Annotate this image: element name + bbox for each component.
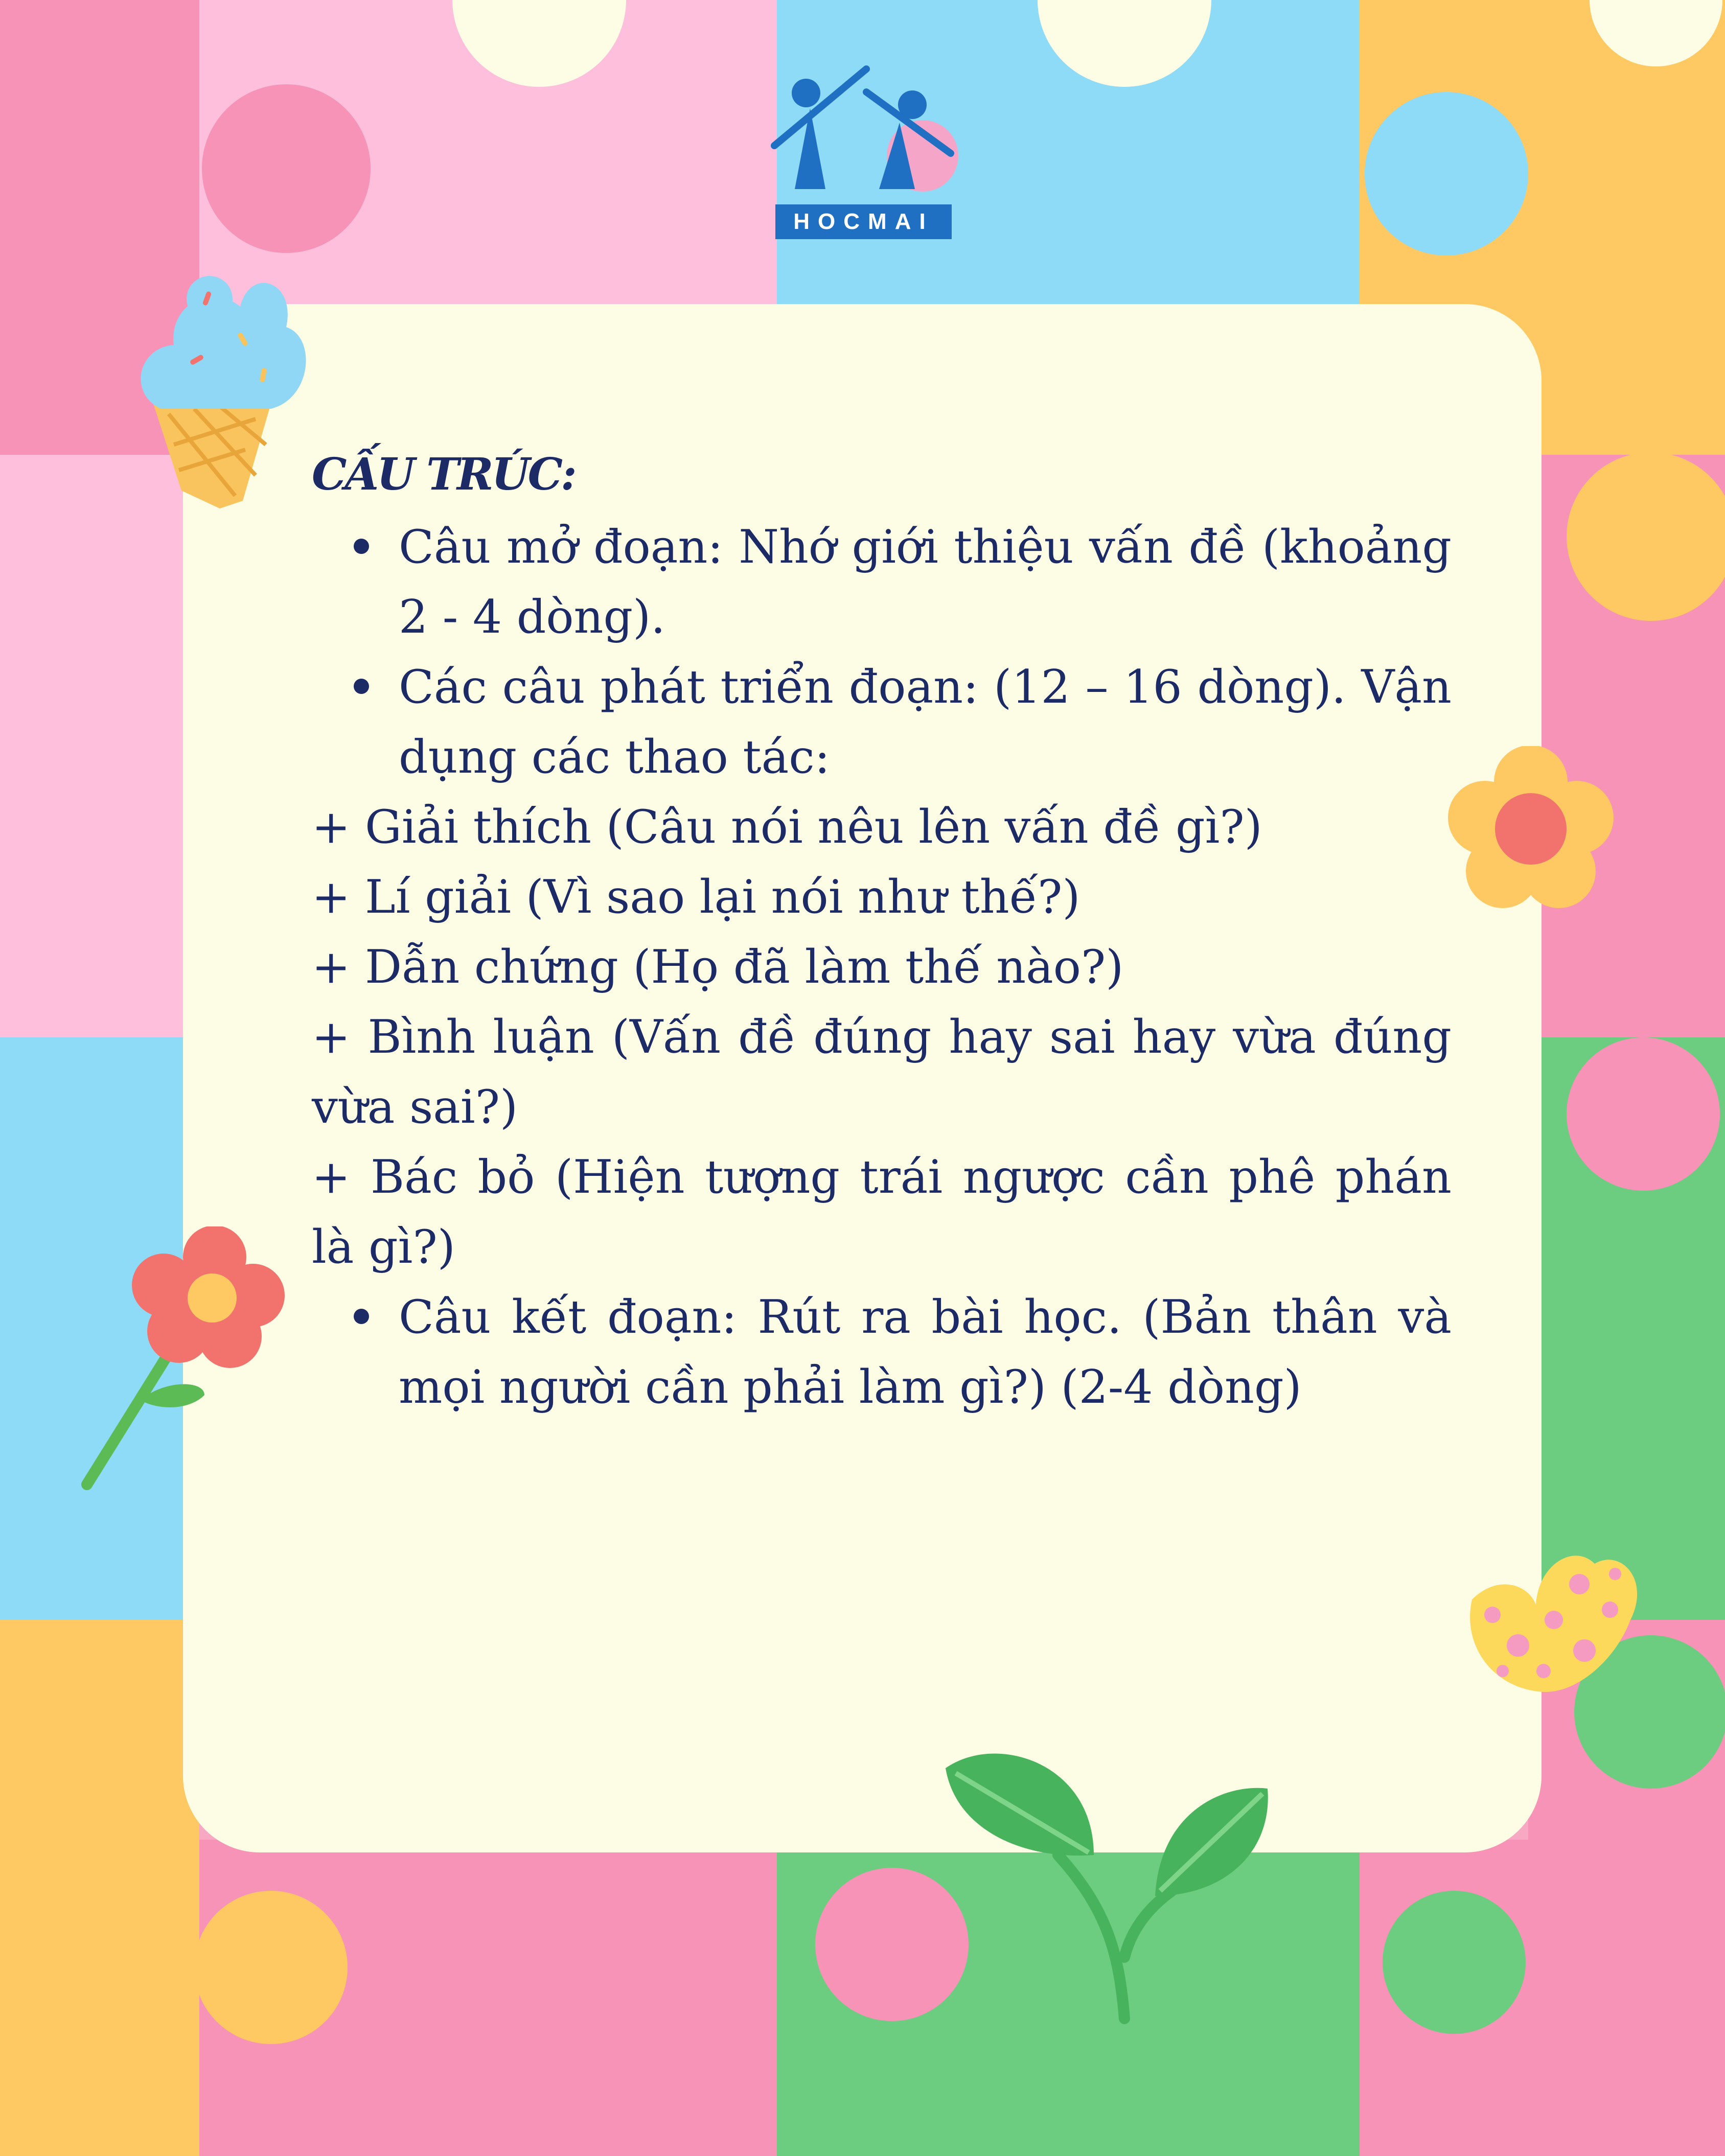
sprout-icon: [940, 1743, 1278, 2029]
logo-brand-text: HOCMAI: [793, 209, 934, 234]
ice-cream-icon: [133, 250, 317, 516]
step-explain: + Giải thích (Câu nói nêu lên vấn đề gì?): [312, 800, 1262, 854]
step-evidence: + Dẫn chứng (Họ đã làm thế nào?): [312, 940, 1124, 994]
step-reason: + Lí giải (Vì sao lại nói như thế?): [312, 870, 1080, 924]
step-comment: + Bình luận (Vấn đề đúng hay sai hay vừa đúng vừa sai?): [312, 1010, 1452, 1134]
flower-icon: [1446, 746, 1615, 915]
rose-icon: [77, 1226, 291, 1492]
structure-heading: CẤU TRÚC:: [312, 449, 575, 500]
spotted-flower-icon: [1452, 1543, 1646, 1702]
bullet-conclusion: Câu kết đoạn: Rút ra bài học. (Bản thân và mọi người cần phải làm gì?) (2-4 dòng): [312, 1282, 1452, 1422]
hocmai-logo: [764, 61, 963, 245]
bullet-opening: Câu mở đoạn: Nhớ giới thiệu vấn đề (khoảng 2 - 4 dòng).: [312, 512, 1452, 652]
structure-content: [312, 439, 1452, 1422]
step-refute: + Bác bỏ (Hiện tượng trái ngược cần phê phán là gì?): [312, 1150, 1452, 1274]
bullet-development: Các câu phát triển đoạn: (12 – 16 dòng). Vận dụng các thao tác:: [312, 652, 1452, 792]
